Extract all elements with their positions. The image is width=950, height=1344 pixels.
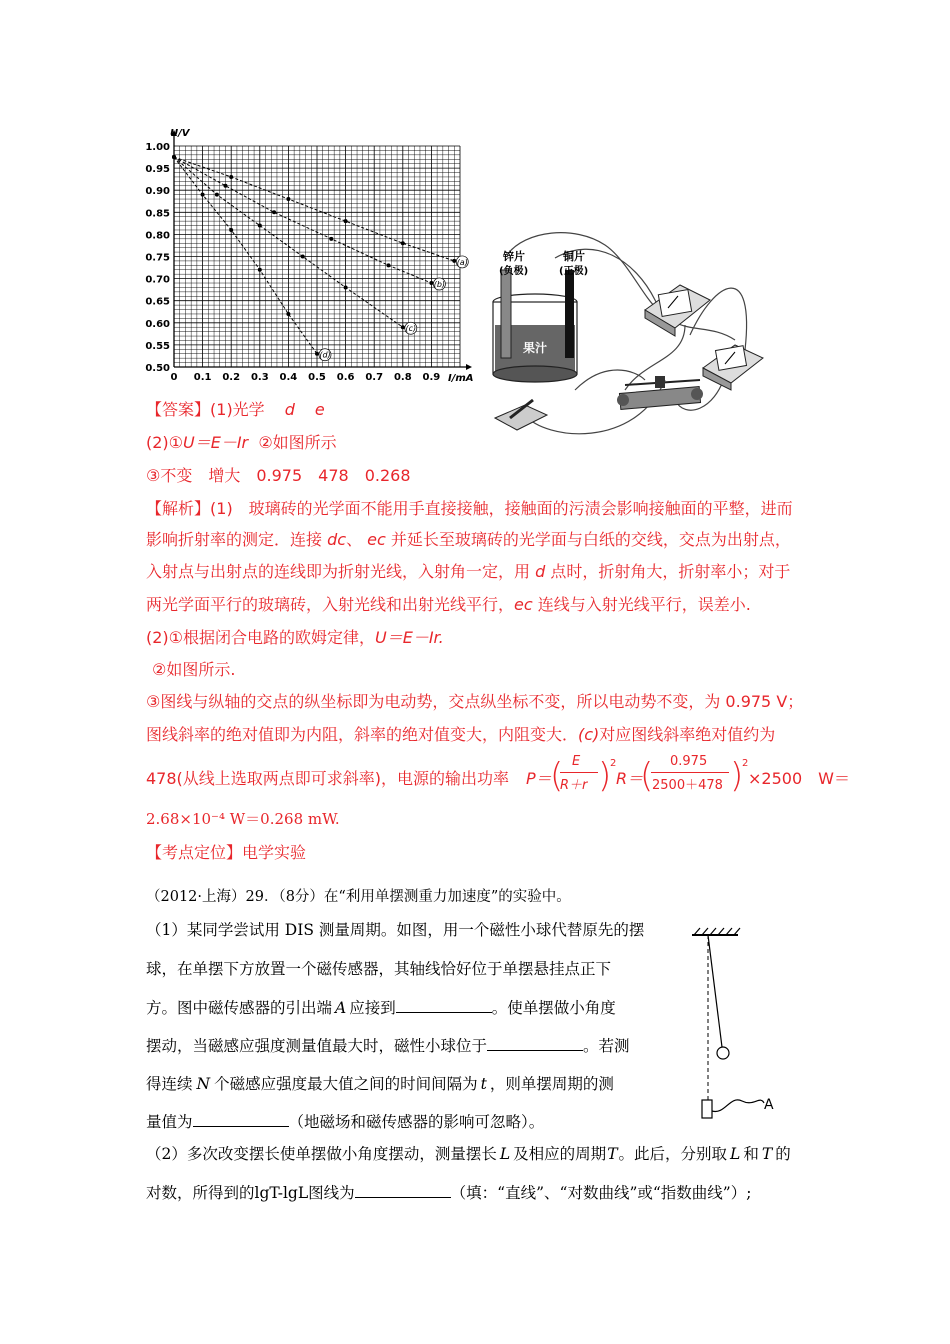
y-tick-label: 0.50 <box>145 363 170 374</box>
copper-sub-label: (正极) <box>559 266 589 277</box>
data-point <box>401 241 405 245</box>
data-point <box>286 197 290 201</box>
series-line <box>174 157 431 283</box>
blank-4[interactable] <box>355 1183 451 1198</box>
y-tick-label: 0.70 <box>145 274 170 286</box>
y-tick-label: 0.85 <box>145 208 170 220</box>
y-tick-label: 0.60 <box>145 318 170 330</box>
q1-line-2: 球，在单摆下方放置一个磁传感器，其轴线恰好位于单摆悬挂点正下 <box>146 960 612 978</box>
location-line: 【考点定位】电学实验 <box>146 843 307 862</box>
data-point <box>172 155 176 159</box>
data-point <box>229 175 233 179</box>
zinc-label: 锌片 <box>503 250 525 263</box>
data-point <box>286 312 290 316</box>
answer-tag: 【答案】 <box>146 400 211 419</box>
y-tick-label: 0.95 <box>145 164 170 176</box>
series-label: (c) <box>405 324 417 334</box>
juice-label: 果汁 <box>522 341 548 355</box>
x-tick-label: 0.4 <box>279 372 298 383</box>
series-label: (d) <box>319 350 331 360</box>
fruit-battery-circuit-figure <box>485 240 775 450</box>
question-source: （2012·上海）29．（8分）在“利用单摆测重力加速度”的实验中。 <box>146 889 571 905</box>
q2-line-2: 对数，所得到的lgT-lgL图线为 （填：“直线”、“对数曲线”或“指数曲线”）; <box>146 1184 752 1202</box>
analysis-line-1: 【解析】(1) 玻璃砖的光学面不能用手直接接触，接触面的污渍会影响接触面的平整，进而 <box>146 499 793 518</box>
x-tick-label: 0.9 <box>422 372 441 383</box>
ammeter-icon <box>703 345 763 390</box>
chart-axes <box>171 130 472 370</box>
data-point <box>387 263 391 267</box>
x-tick-label: 0.6 <box>336 372 355 383</box>
paren-close-2: ) <box>730 756 744 796</box>
data-point <box>223 184 227 188</box>
terminal-a-label: A <box>764 1097 774 1113</box>
ceiling-hatch <box>694 928 740 935</box>
blank-1[interactable] <box>396 998 492 1013</box>
data-point <box>258 224 262 228</box>
y-tick-label: 0.65 <box>145 296 170 308</box>
analysis-line-7: ③图线与纵轴的交点的纵坐标即为电动势，交点纵坐标不变，所以电动势不变，为 0.975 V； <box>146 692 804 711</box>
x-tick-label: 0.5 <box>308 372 326 383</box>
rheostat-icon <box>617 376 703 409</box>
data-point <box>301 255 305 259</box>
q1-line-6: 量值为 （地磁场和磁传感器的影响可忽略）。 <box>146 1113 545 1131</box>
fraction-bar-1 <box>560 772 598 773</box>
data-point <box>272 210 276 214</box>
x-tick-label: 0.8 <box>393 372 412 383</box>
x-tick-label: 0.7 <box>365 372 384 383</box>
x-tick-label: 0 <box>170 372 178 383</box>
q2-line-1: （2）多次改变摆长使单摆做小角度摆动，测量摆长 L 及相应的周期T。此后，分别取 L 和 T 的 <box>146 1145 791 1163</box>
blank-3[interactable] <box>193 1112 289 1127</box>
q1-line-5: 得连续 N 个磁感应强度最大值之间的时间间隔为 t ，则单摆周期的测 <box>146 1075 614 1093</box>
answer-line-1: 【答案】(1)光学 d e <box>146 400 325 419</box>
zinc-sub-label: (负极) <box>499 266 529 277</box>
y-tick-label: 0.55 <box>145 340 170 352</box>
analysis-line-3: 入射点与出射点的连线即为折射光线，入射角一定，用 d 点时，折射角大，折射率小；对于 <box>146 562 791 581</box>
x-tick-label: 0.3 <box>250 372 269 383</box>
x-axis-arrow <box>466 364 472 370</box>
analysis-line-8: 图线斜率的绝对值即为内阻，斜率的绝对值变大，内阻变大．(c)对应图线斜率绝对值约为 <box>146 725 776 744</box>
analysis-line-6: ②如图所示. <box>152 660 236 679</box>
sensor-cable <box>712 1100 764 1112</box>
series-label: (b) <box>433 280 446 290</box>
y-tick-label: 0.80 <box>145 230 170 242</box>
y-tick-label: 0.90 <box>145 186 170 198</box>
copper-label: 铜片 <box>563 250 585 263</box>
paren-open-1: ( <box>550 756 564 796</box>
fraction-bar-2 <box>651 772 729 773</box>
data-point <box>452 259 456 263</box>
y-axis-label: U/V <box>170 128 190 139</box>
chart-grid <box>174 146 460 367</box>
y-tick-label: 0.75 <box>145 252 170 264</box>
data-point <box>215 193 219 197</box>
data-point <box>258 268 262 272</box>
paren-open-2: ( <box>640 756 654 796</box>
x-tick-label: 0.1 <box>193 372 212 383</box>
magnetic-sensor-icon <box>702 1100 712 1118</box>
q1-line-4: 摆动，当磁感应强度测量值最大时，磁性小球位于 。若测 <box>146 1037 630 1055</box>
data-point <box>344 219 348 223</box>
data-point <box>229 228 233 232</box>
pendulum-figure <box>680 925 795 1130</box>
x-tick-label: 0.2 <box>222 372 241 383</box>
analysis-line-5: (2)①根据闭合电路的欧姆定律，U＝E－Ir. <box>146 628 444 647</box>
analysis-line-2: 影响折射率的测定．连接 dc、 ec 并延长至玻璃砖的光学面与白纸的交线，交点为出射点， <box>146 530 791 549</box>
answer-line-3: ③不变 增大 0.975 478 0.268 <box>146 466 411 485</box>
data-point <box>329 237 333 241</box>
data-point <box>401 325 405 329</box>
analysis-line-4: 两光学面平行的玻璃砖，入射光线和出射光线平行，ec 连线与入射光线平行，误差小. <box>146 595 751 614</box>
analysis-tag: 【解析】 <box>146 499 211 518</box>
q1-line-1: （1）某同学尝试用 DIS 测量周期。如图，用一个磁性小球代替原先的摆 <box>146 921 645 939</box>
paren-close-1: ) <box>598 756 612 796</box>
pendulum-string <box>708 935 722 1047</box>
analysis-line-10: 2.68×10⁻⁴ W＝0.268 mW. <box>146 810 340 828</box>
y-tick-label: 1.00 <box>145 142 170 153</box>
blank-2[interactable] <box>487 1036 583 1051</box>
data-point <box>201 193 205 197</box>
series-line <box>174 157 317 354</box>
u-i-chart <box>140 122 474 390</box>
q1-line-3: 方。图中磁传感器的引出端 A 应接到 。使单摆做小角度 <box>146 999 616 1017</box>
series-label: (a) <box>456 257 468 267</box>
data-point <box>344 285 348 289</box>
x-axis-label: I/mA <box>448 373 474 384</box>
answer-line-2: (2)①U＝E－Ir ②如图所示 <box>146 433 337 452</box>
location-tag: 【考点定位】 <box>146 843 243 862</box>
magnetic-ball-icon <box>717 1047 729 1059</box>
